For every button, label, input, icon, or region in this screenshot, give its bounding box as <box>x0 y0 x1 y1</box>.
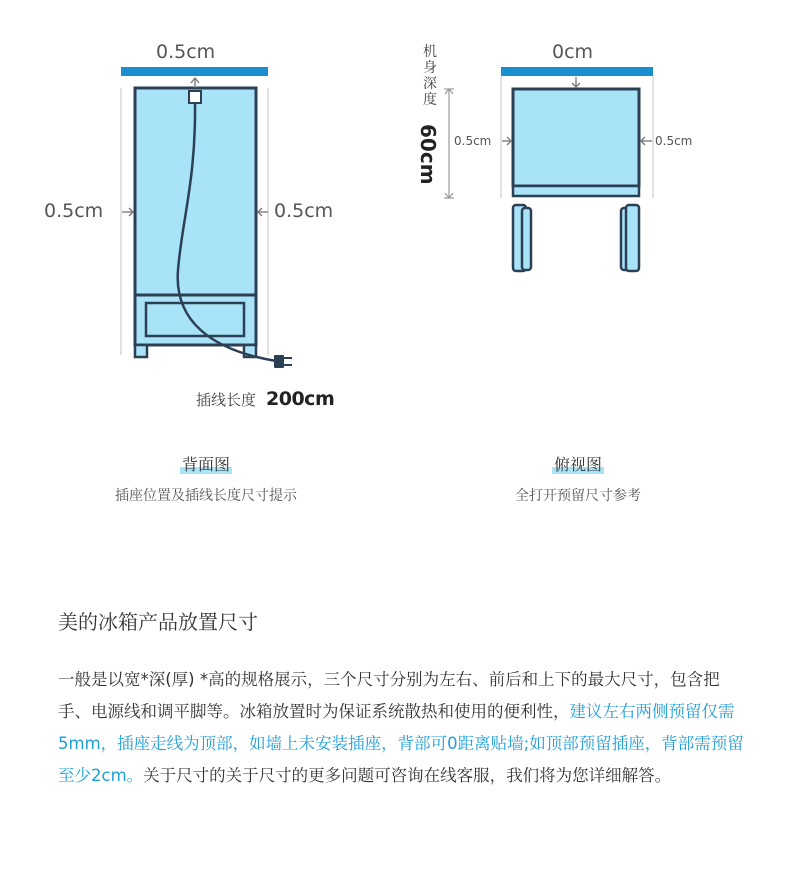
top-fridge-body <box>513 89 639 186</box>
back-top-clearance: 0.5cm <box>156 41 216 63</box>
top-right-clearance: 0.5cm <box>655 134 693 148</box>
back-socket <box>189 91 201 103</box>
top-back-clearance: 0cm <box>552 41 594 63</box>
back-right-clearance: 0.5cm <box>274 200 334 222</box>
section-heading: 美的冰箱产品放置尺寸 <box>58 610 258 634</box>
back-left-clearance: 0.5cm <box>44 200 104 222</box>
right-door-outer <box>626 205 639 271</box>
depth-label: 机身深度 <box>423 44 437 108</box>
back-view-title: 背面图 <box>181 455 230 474</box>
plug-length <box>196 388 334 410</box>
plug-length-label: 插线长度 <box>196 391 257 409</box>
top-view-diagram <box>444 67 653 271</box>
plug-length-value: 200cm <box>266 388 335 410</box>
plug-icon <box>274 355 292 368</box>
top-view-title: 俯视图 <box>553 455 602 474</box>
description-text-1: 一般是以宽*深(厚) *高的规格展示，三个尺寸分别为左右、前后和上下的最大尺寸，包含把手、电源线和调平脚等。冰箱放置时为保证系统散热和使用的便利性， <box>58 670 720 721</box>
back-view-subtitle: 插座位置及插线长度尺寸提示 <box>115 488 297 504</box>
top-back-wall <box>501 67 653 76</box>
depth-value: 60cm <box>416 124 440 185</box>
back-view-caption <box>0 452 412 475</box>
left-door-inner <box>522 208 531 270</box>
back-top-wall <box>121 67 268 76</box>
back-foot-left <box>135 345 147 357</box>
description-highlight: 建议左右两侧预留仅需5mm，插座走线为顶部，如墙上未安装插座，背部可0距离贴墙;如顶部预留插座，背部需预留至少2cm。 <box>58 702 744 785</box>
top-door-edge <box>513 186 639 196</box>
back-view-diagram <box>121 67 292 368</box>
description-paragraph <box>58 664 748 792</box>
top-left-clearance: 0.5cm <box>454 134 492 148</box>
top-view-caption <box>372 452 784 475</box>
description-text-2: 关于尺寸的关于尺寸的更多问题可咨询在线客服，我们将为您详细解答。 <box>143 766 672 785</box>
back-compressor-panel <box>146 303 244 336</box>
top-view-subtitle: 全打开预留尺寸参考 <box>515 488 641 504</box>
